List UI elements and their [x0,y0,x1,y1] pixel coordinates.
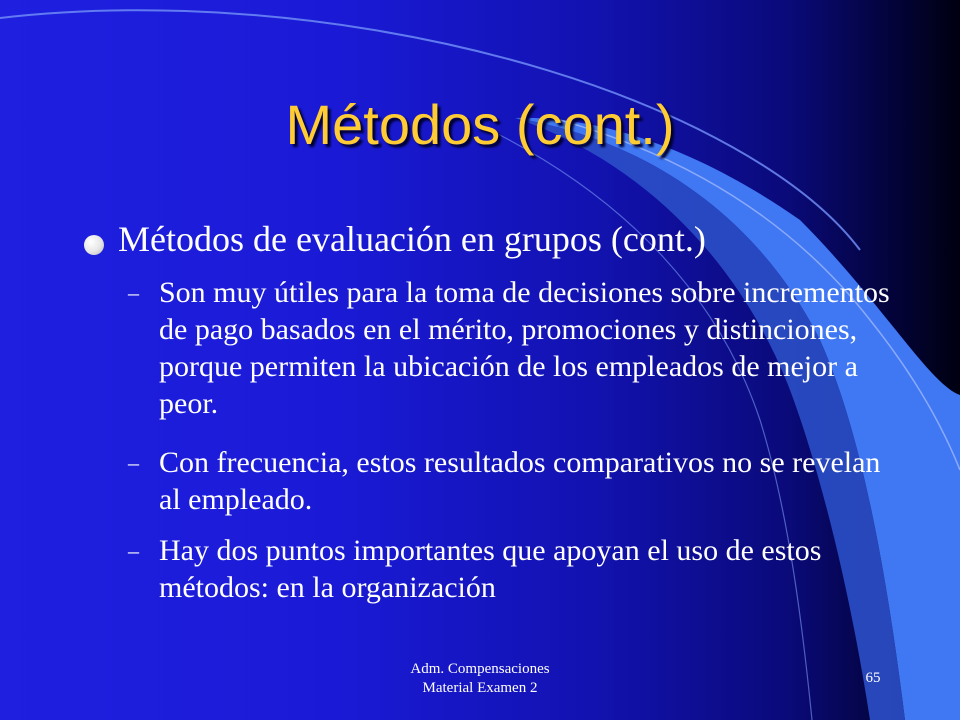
sub-bullet-text: Hay dos puntos importantes que apoyan el uso de estos métodos: en la organización [159,534,822,604]
bullet-dot-icon [84,235,104,255]
sub-bullet-text: Con frecuencia, estos resultados comparativos no se revelan al empleado. [159,446,881,516]
dash-icon: – [128,450,139,475]
sub-bullet-2 [128,444,898,518]
page-number: 65 [865,670,881,686]
dash-icon: – [128,538,139,563]
slide-footer [330,660,630,698]
sub-bullet-text: Son muy útiles para la toma de decisiones sobre incrementos de pago basados en el mérito, promociones y distinciones, porque permiten la ubicación de los empleados de mejor a peor. [159,276,890,420]
sub-bullet-3 [128,532,898,606]
main-bullet-text: Métodos de evaluación en grupos (cont.) [118,219,706,259]
dash-icon: – [128,280,139,305]
footer-line-1: Adm. Compensaciones [410,661,550,677]
footer-line-2: Material Examen 2 [422,680,538,696]
sub-bullet-1 [128,274,898,422]
slide-title: Métodos (cont.) [285,93,675,156]
